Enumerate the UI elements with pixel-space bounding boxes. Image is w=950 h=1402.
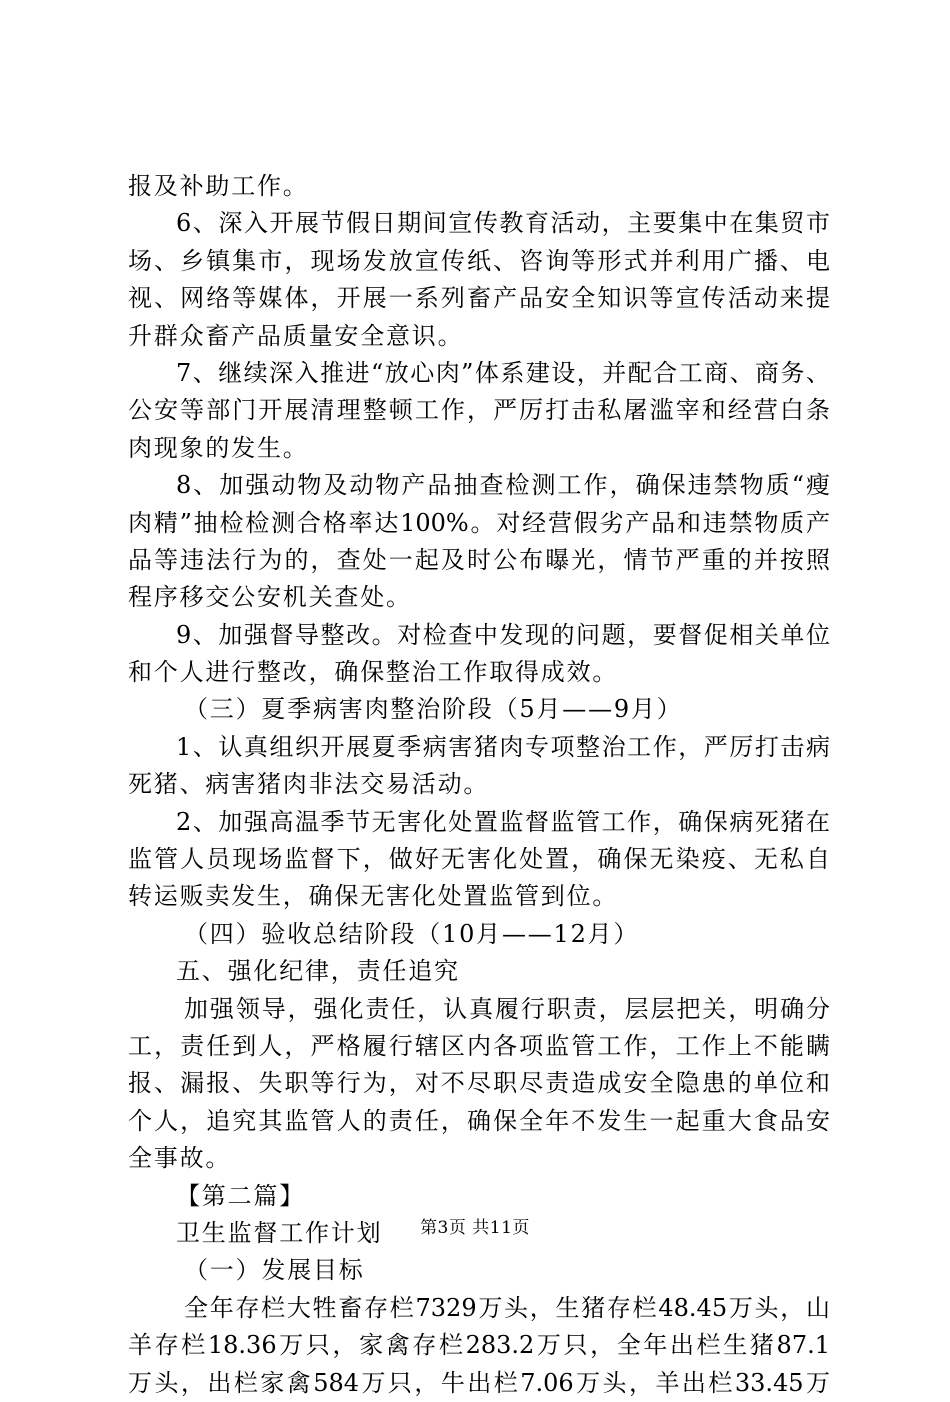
text-line: 报、漏报、失职等行为，对不尽职尽责造成安全隐患的单位和	[128, 1069, 830, 1098]
text-line: 万头，出栏家禽584万只，牛出栏7.06万头，羊出栏33.45万	[128, 1368, 830, 1397]
text-line: 1、认真组织开展夏季病害猪肉专项整治工作，严厉打击病	[176, 732, 830, 761]
section-heading: 五、强化纪律，责任追究	[176, 957, 460, 986]
page-number: 第3页 共11页	[420, 1218, 530, 1238]
section-heading: （一）发展目标	[184, 1256, 365, 1285]
section-heading: （四）验收总结阶段（10月——12月）	[184, 919, 640, 948]
text-line: 视、网络等媒体，开展一系列畜产品安全知识等宣传活动来提	[128, 284, 830, 313]
text-line: 6、深入开展节假日期间宣传教育活动，主要集中在集贸市	[176, 209, 830, 238]
chapter-marker: 【第二篇】	[176, 1181, 305, 1210]
text-line: 监管人员现场监督下，做好无害化处置，确保无染疫、无私自	[128, 845, 830, 874]
text-line: 肉现象的发生。	[128, 433, 309, 462]
text-line: 升群众畜产品质量安全意识。	[128, 321, 464, 350]
text-line: 品等违法行为的，查处一起及时公布曝光，情节严重的并按照	[128, 545, 830, 574]
text-line: 8、加强动物及动物产品抽查检测工作，确保违禁物质“瘦	[176, 471, 830, 500]
text-line: 加强领导，强化责任，认真履行职责，层层把关，明确分	[184, 994, 830, 1023]
text-line: 肉精”抽检检测合格率达100%。对经营假劣产品和违禁物质产	[128, 508, 830, 537]
text-line: 程序移交公安机关查处。	[128, 583, 412, 612]
text-line: 转运贩卖发生，确保无害化处置监管到位。	[128, 882, 619, 911]
text-line: 报及补助工作。	[128, 172, 309, 200]
text-line: 死猪、病害猪肉非法交易活动。	[128, 770, 490, 799]
text-line: 2、加强高温季节无害化处置监督监管工作，确保病死猪在	[176, 807, 830, 836]
text-line: 羊存栏18.36万只，家禽存栏283.2万只，全年出栏生猪87.1	[128, 1331, 830, 1360]
text-line: 公安等部门开展清理整顿工作，严厉打击私屠滥宰和经营白条	[128, 396, 830, 425]
text-line: 工，责任到人，严格履行辖区内各项监管工作，工作上不能瞒	[128, 1031, 830, 1060]
text-line: 个人，追究其监管人的责任，确保全年不发生一起重大食品安	[128, 1106, 830, 1135]
text-line: 全年存栏大牲畜存栏7329万头，生猪存栏48.45万头，山	[184, 1293, 830, 1322]
text-line: 场、乡镇集市，现场发放宣传纸、咨询等形式并利用广播、电	[128, 246, 830, 275]
text-line: 全事故。	[128, 1144, 232, 1173]
section-heading: （三）夏季病害肉整治阶段（5月——9月）	[184, 695, 683, 724]
text-line: 和个人进行整改，确保整治工作取得成效。	[128, 658, 619, 687]
text-line: 7、继续深入推进“放心肉”体系建设，并配合工商、商务、	[176, 358, 830, 387]
text-line: 9、加强督导整改。对检查中发现的问题，要督促相关单位	[176, 620, 830, 649]
chapter-title: 卫生监督工作计划	[176, 1218, 383, 1247]
